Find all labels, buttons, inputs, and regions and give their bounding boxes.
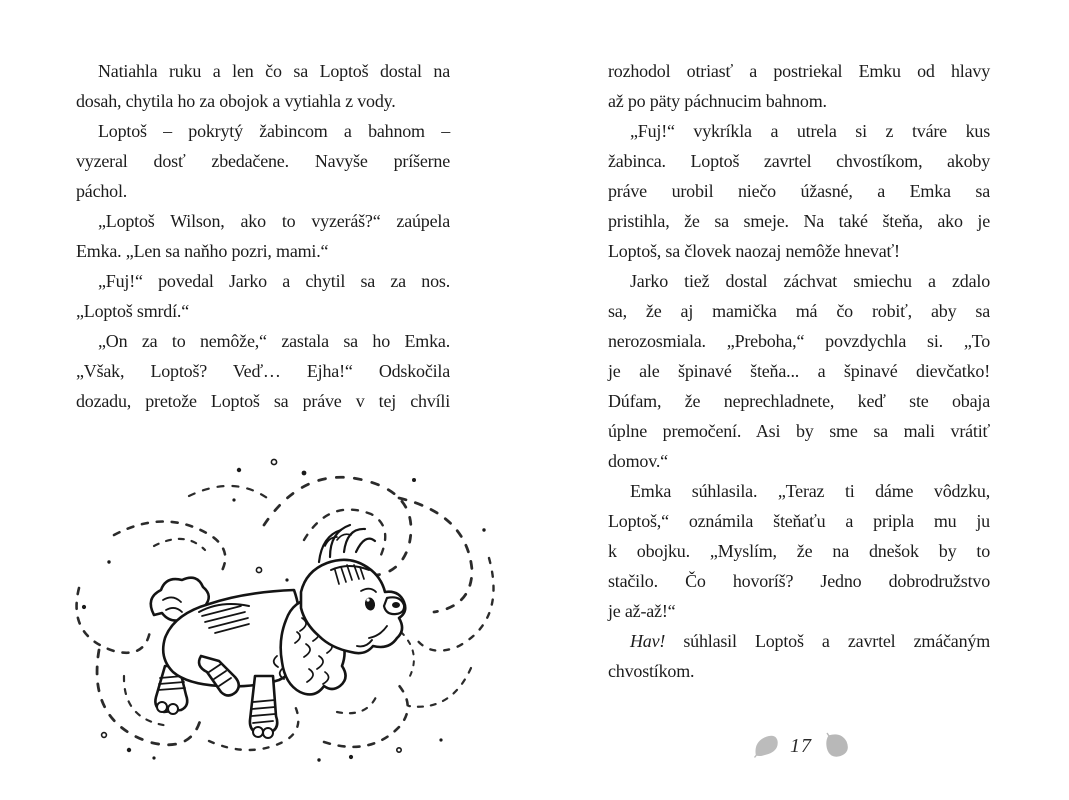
text-line: k obojku. „Myslím, že na dnešok by to — [608, 541, 990, 561]
text-line: „Loptoš Wilson, ako to vyzeráš?“ zaúpela — [98, 211, 450, 231]
text-line: „On za to nemôže,“ zastala sa ho Emka. — [98, 331, 450, 351]
text-line: páchol. — [76, 181, 128, 201]
text-line: je až-až!“ — [608, 601, 676, 621]
page-number: 17 — [790, 735, 812, 757]
page-footer — [535, 731, 1069, 761]
text-line: až po päty páchnucim bahnom. — [608, 91, 827, 111]
right-page-text — [608, 56, 990, 686]
text-line: „Fuj!“ povedal Jarko a chytil sa za nos. — [98, 271, 450, 291]
text-line: Emka súhlasila. „Teraz ti dáme vôdzku, — [630, 481, 990, 501]
text-line: domov.“ — [608, 451, 668, 471]
text-line: Emka. „Len sa naňho pozri, mami.“ — [76, 241, 329, 261]
text-line: práve urobil niečo úžasné, a Emka sa — [608, 181, 990, 201]
text-line: žabinca. Loptoš zavrtel chvostíkom, akoby — [608, 151, 990, 171]
text-line: rozhodol otriasť a postriekal Emku od hlavy — [608, 61, 990, 81]
text-line: úplne premočení. Asi by sme sa mali vrátiť — [608, 421, 990, 441]
text-line: Loptoš, sa človek naozaj nemôže hnevať! — [608, 241, 900, 261]
text-line: „Loptoš smrdí.“ — [76, 301, 189, 321]
text-line: dozadu, pretože Loptoš sa práve v tej chvíli — [76, 391, 450, 411]
text-line: Loptoš – pokrytý žabincom a bahnom – — [98, 121, 450, 141]
puppy-shaking-illustration-svg — [68, 440, 510, 770]
text-line: vyzeral dosť zbedačene. Navyše príšerne — [76, 151, 450, 171]
text-line: Dúfam, že neprechladnete, keď ste obaja — [608, 391, 990, 411]
leaf-ornament-right-icon — [822, 732, 850, 760]
text-line: Loptoš,“ oznámila šteňaťu a pripla mu ju — [608, 511, 990, 531]
text-line: Natiahla ruku a len čo sa Loptoš dostal na — [98, 61, 450, 81]
text-line: „Fuj!“ vykríkla a utrela si z tváre kus — [630, 121, 990, 141]
text-line: chvostíkom. — [608, 661, 695, 681]
text-line: „Však, Loptoš? Veď… Ejha!“ Odskočila — [76, 361, 450, 381]
text-line: stačilo. Čo hovoríš? Jedno dobrodružstvo — [608, 571, 990, 591]
text-line: dosah, chytila ho za obojok a vytiahla z vody. — [76, 91, 396, 111]
text-line: nerozosmiala. „Preboha,“ povzdychla si. „To — [608, 331, 990, 351]
text-line: Jarko tiež dostal záchvat smiechu a zdalo — [630, 271, 990, 291]
leaf-ornament-left-icon — [754, 734, 780, 758]
puppy-shaking-illustration — [68, 440, 510, 770]
text-line: je ale špinavé šteňa... a špinavé dievčatko! — [608, 361, 990, 381]
text-line: sa, že aj mamička má čo robiť, aby sa — [608, 301, 990, 321]
text-line: Hav! súhlasil Loptoš a zavrtel zmáčaným — [630, 631, 990, 651]
left-page-text — [76, 56, 450, 416]
text-line: pristihla, že sa smeje. Na také šteňa, ako je — [608, 211, 990, 231]
italic-word: Hav! — [630, 631, 666, 651]
